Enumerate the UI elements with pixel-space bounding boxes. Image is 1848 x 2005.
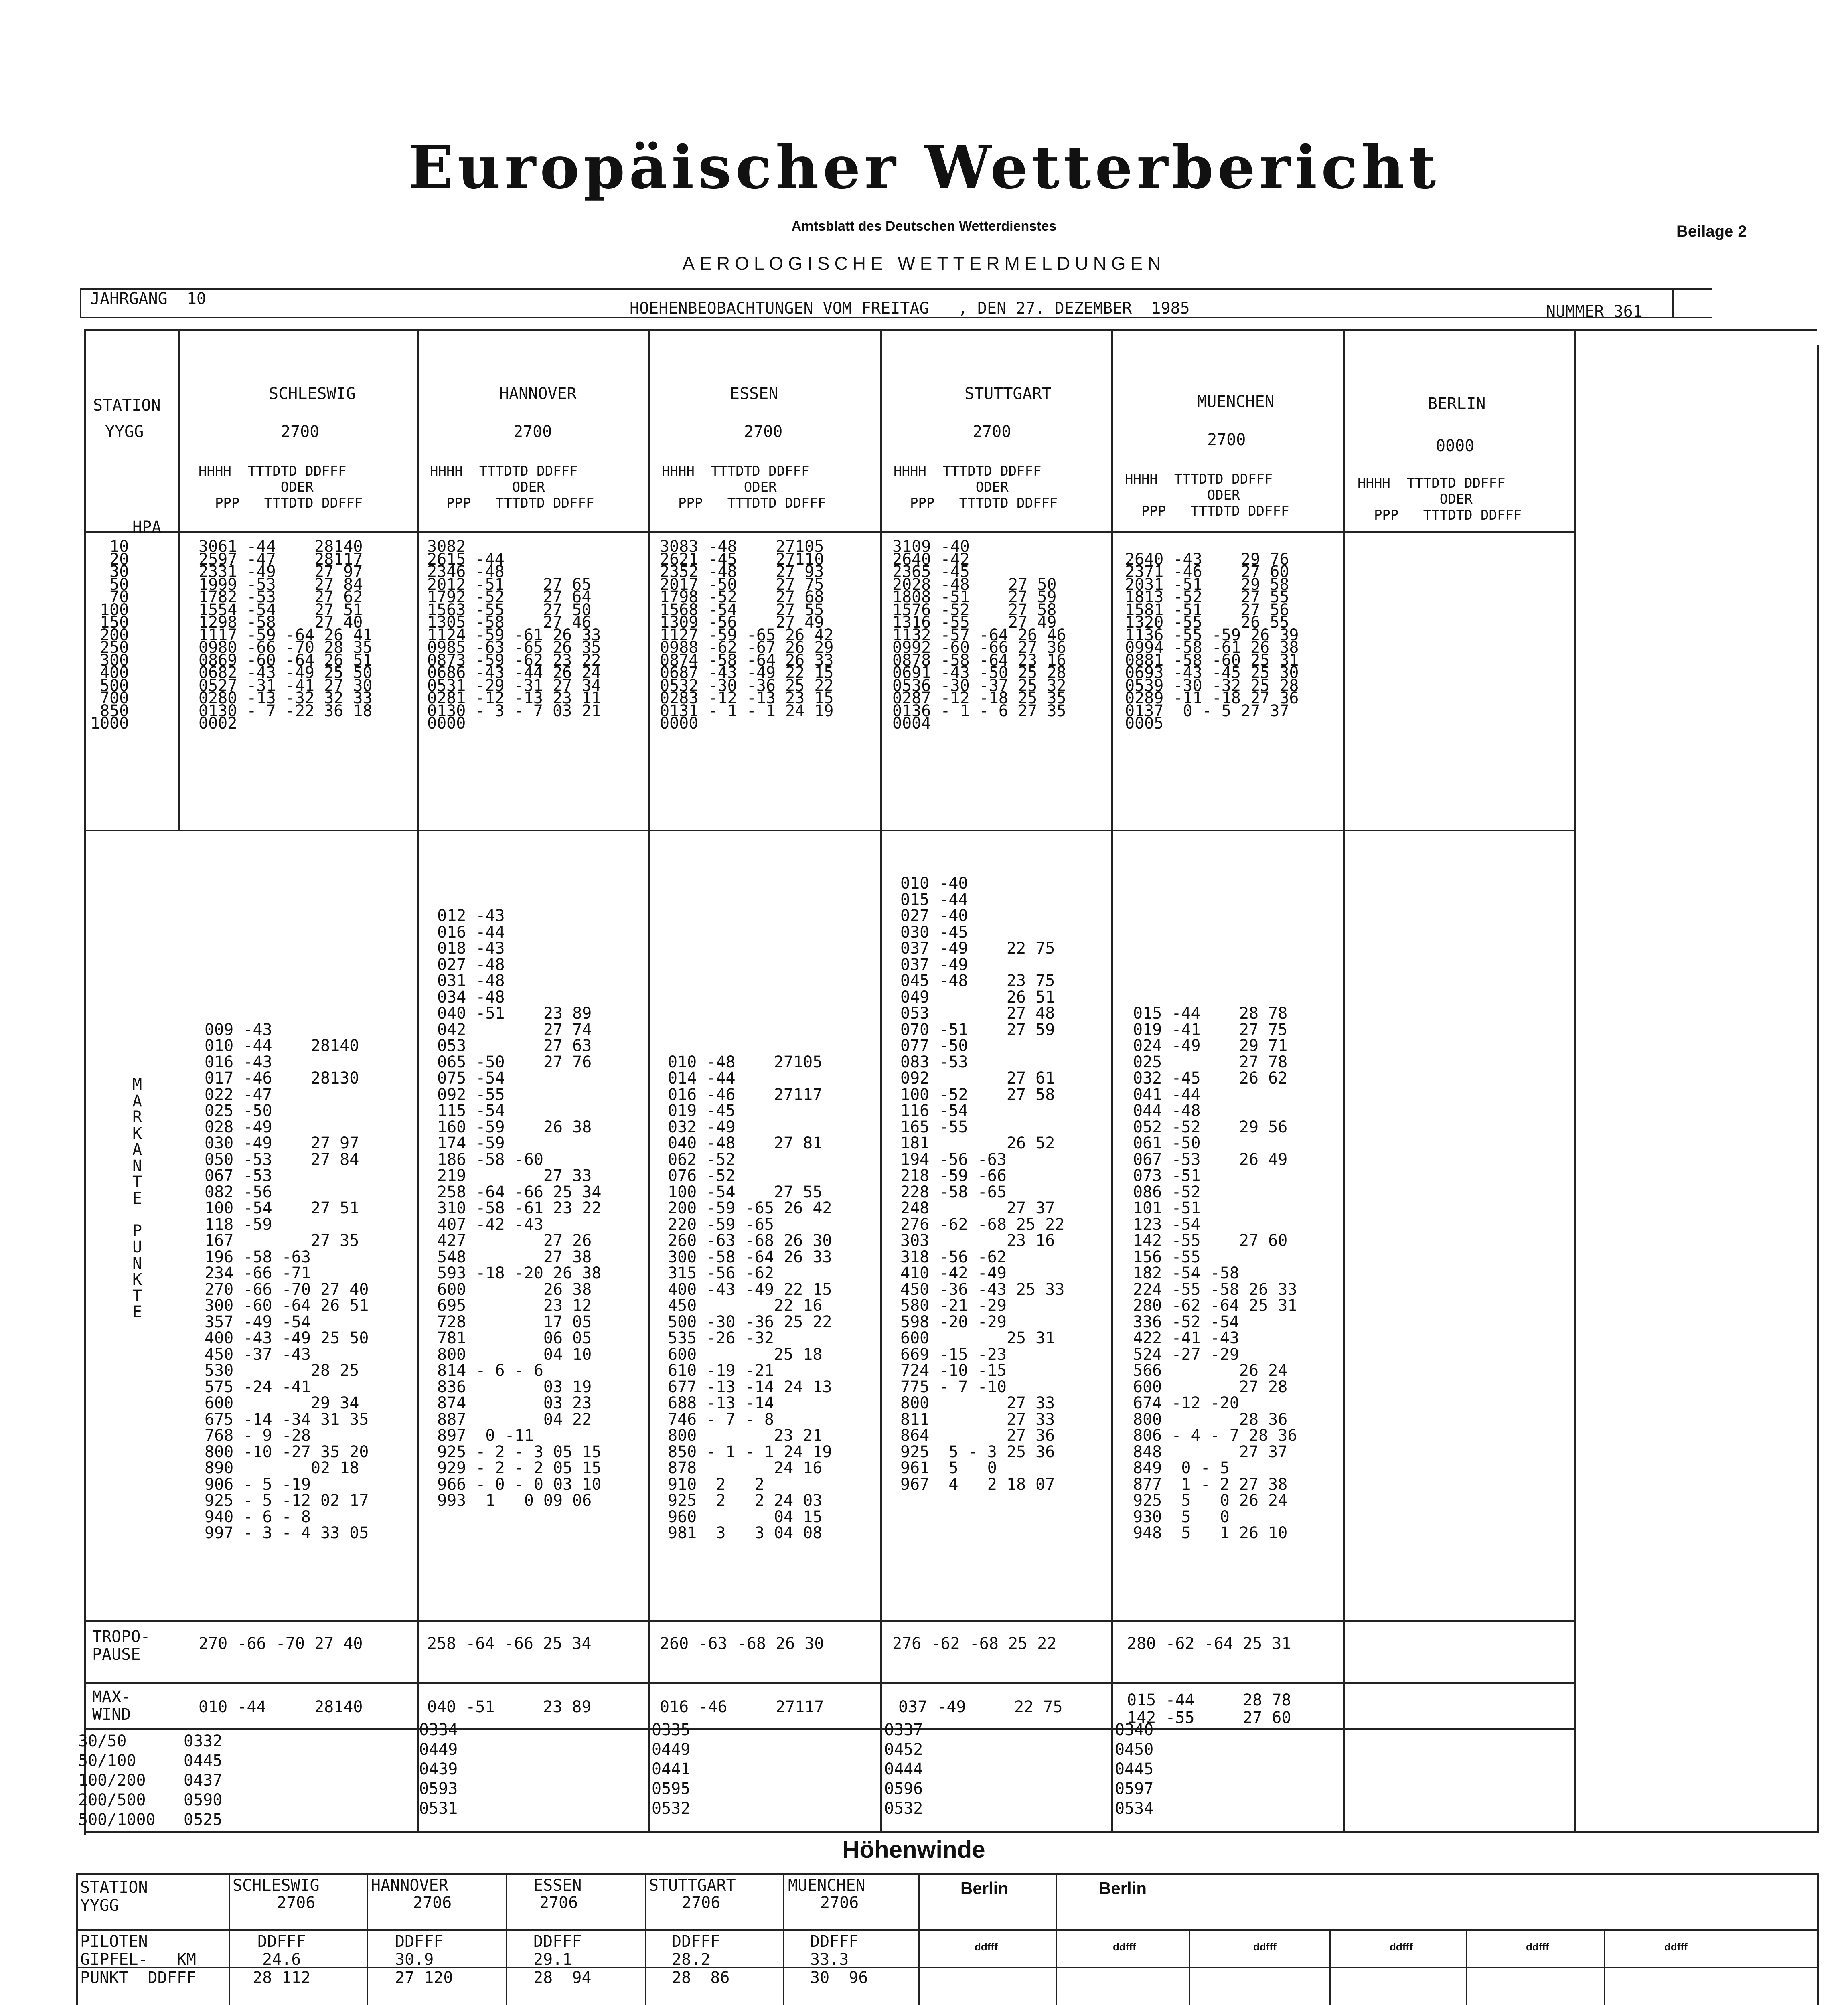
tropopause-values: 280 -62 -64 25 31 — [1127, 1634, 1291, 1653]
winds-station-name: SCHLESWIG — [233, 1876, 320, 1895]
station-name: SCHLESWIG — [269, 385, 356, 403]
ddfff-label: ddfff — [975, 1941, 998, 1953]
tropopause-values: 258 -64 -66 25 34 — [427, 1634, 592, 1653]
maxwind-values: 040 -51 23 89 — [427, 1698, 592, 1716]
column-header: HHHH TTTDTD DDFFF ODER PPP TTTDTD DDFFF — [662, 463, 826, 511]
winds-station-code: 2706 — [413, 1894, 452, 1912]
extra-station-name: Berlin — [1099, 1879, 1147, 1898]
markante-punkte-label: M A R K A N T E P U N K T E — [132, 1075, 142, 1321]
volume-label: JAHRGANG 10 — [90, 290, 206, 308]
layer-values: 0335 0449 0441 0595 0532 — [652, 1721, 691, 1818]
winds-summit: DDFFF 28.2 28 86 — [672, 1932, 730, 1987]
column-header: HHHH TTTDTD DDFFF ODER PPP TTTDTD DDFFF — [1125, 471, 1289, 519]
winds-station-code: 2706 — [277, 1894, 316, 1912]
significant-levels: 009 -43 010 -44 28140 016 -43 017 -46 28130 022 -47 025 -50 028 -49 030 -49 27 97 050 -53 27 84 067 -53 082 -56 100 -54 27 51 118 -59 167 27 35 196 -58 -63 234 -66 -71 270 -66 -70 27 40 300 -60 -64 26 51 357 -49 -54 400 -43 -49 25 50 450 -37 -43 530 28 25 575 -24 -41 600 29 34 675 -14 -34 31 35 768 - 9 -28 800 -10 -27 35 20 890 02 18 906 - 5 -19 925 - 5 -12 02 17 940 - 6 - 8 997 - 3 - 4 33 05 — [205, 1020, 369, 1542]
column-header: HHHH TTTDTD DDFFF ODER PPP TTTDTD DDFFF — [199, 463, 363, 511]
tropopause-values: 260 -63 -68 26 30 — [660, 1634, 824, 1653]
layer-values: 0334 0449 0439 0593 0531 — [419, 1721, 458, 1818]
report-date: HOEHENBEOBACHTUNGEN VOM FREITAG , DEN 27. DEZEMBER 1985 — [630, 299, 1190, 318]
station-code: 0000 — [1436, 437, 1475, 455]
standard-levels: 3083 -48 27105 2621 -45 27110 2352 -48 27 93 2017 -50 27 75 1798 -52 27 68 1568 -54 27 55 1309 -56 27 49 1127 -59 -65 26 42 0988 -62 -67 26 29 0874 -58 -64 26 33 0687 -43 -49 22 15 0532 -30 -36 25 22 0283 -12 -13 23 15 0131 - 1 - 1 24 19 0000 — [660, 537, 834, 733]
winds-title: Höhenwinde — [842, 1836, 985, 1863]
station-code: 2700 — [513, 423, 552, 441]
standard-levels: 3109 -40 2640 -42 2365 -45 2028 -48 27 50 1808 -51 27 59 1576 -52 27 58 1316 -55 27 49 1132 -57 -64 26 46 0992 -60 -66 27 36 0878 -58 -64 23 16 0691 -43 -50 25 28 0536 -30 -37 25 32 0287 -12 -18 25 35 0136 - 1 - 6 27 35 0004 — [892, 537, 1066, 733]
hpa-label: HPA — [132, 518, 162, 537]
winds-summit: DDFFF 24.6 28 112 — [253, 1932, 311, 1987]
winds-station-code: 2706 — [539, 1894, 578, 1912]
layer-thickness-labels: 30/50 50/100 100/200 200/500 500/1000 — [78, 1732, 156, 1829]
publisher-subtitle: Amtsblatt des Deutschen Wetterdienstes — [791, 219, 1057, 234]
column-header: HHHH TTTDTD DDFFF ODER PPP TTTDTD DDFFF — [894, 463, 1058, 511]
winds-station-name: MUENCHEN — [788, 1876, 865, 1895]
winds-piloten-label: PILOTEN GIPFEL- KM PUNKT DDFFF — [80, 1932, 196, 1987]
layer-values: 0337 0452 0444 0596 0532 — [884, 1721, 923, 1818]
significant-levels: 010 -40 015 -44 027 -40 030 -45 037 -49 22 75 037 -49 045 -48 23 75 049 26 51 053 27 48 070 -51 27 59 077 -50 083 -53 092 27 61 100 -52 27 58 116 -54 165 -55 181 26 52 194 -56 -63 218 -59 -66 228 -58 -65 248 27 37 276 -62 -68 25 22 303 23 16 318 -56 -62 410 -42 -49 450 -36 -43 25 33 580 -21 -29 598 -20 -29 600 25 31 669 -15 -23 724 -10 -15 775 - 7 -10 800 27 33 811 27 33 864 27 36 925 5 - 3 25 36 961 5 0 967 4 2 18 07 — [900, 874, 1065, 1494]
maxwind-values: 037 -49 22 75 — [898, 1698, 1063, 1716]
ddfff-label: ddfff — [1664, 1941, 1688, 1953]
supplement-label: Beilage 2 — [1676, 223, 1747, 240]
winds-summit: DDFFF 30.9 27 120 — [395, 1932, 453, 1987]
ddfff-label: ddfff — [1113, 1941, 1136, 1953]
maxwind-values: 010 -44 28140 — [199, 1698, 363, 1716]
pressure-levels: 10 20 30 50 70 100 150 200 250 300 400 500 700 850 1000 — [90, 537, 129, 733]
standard-levels: 3061 -44 28140 2597 -47 28117 2331 -49 27 97 1999 -53 27 84 1782 -53 27 62 1554 -54 27 51 1298 -58 27 40 1117 -59 -64 26 41 0980 -66 -70 28 35 0869 -60 -64 26 51 0682 -43 -49 25 50 0527 -31 -41 27 30 0280 -13 -32 32 33 0130 - 7 -22 36 18 0002 — [199, 537, 373, 733]
station-code: 2700 — [1207, 431, 1246, 449]
winds-station-name: STUTTGART — [649, 1876, 736, 1895]
station-label: STATION — [93, 396, 161, 415]
tropopause-values: 270 -66 -70 27 40 — [199, 1634, 363, 1653]
standard-levels: 3082 2615 -44 2346 -48 2012 -51 27 65 1792 -52 27 64 1563 -55 27 50 1305 -58 27 46 1124 -59 -61 26 33 0985 -63 -65 26 35 0873 -59 -62 23 22 0686 -43 -44 26 24 0531 -29 -31 27 34 0281 -12 -13 23 11 0130 - 3 - 7 03 21 0000 — [427, 537, 601, 733]
winds-summit: DDFFF 29.1 28 94 — [533, 1932, 592, 1987]
significant-levels: 010 -48 27105 014 -44 016 -46 27117 019 -45 032 -49 040 -48 27 81 062 -52 076 -52 100 -54 27 55 200 -59 -65 26 42 220 -59 -65 260 -63 -68 26 30 300 -58 -64 26 33 315 -56 -62 400 -43 -49 22 15 450 22 16 500 -30 -36 25 22 535 -26 -32 600 25 18 610 -19 -21 677 -13 -14 24 13 688 -13 -14 746 - 7 - 8 800 23 21 850 - 1 - 1 24 19 878 24 16 910 2 2 925 2 2 24 03 960 04 15 981 3 3 04 08 — [668, 1053, 832, 1542]
extra-station-name: Berlin — [960, 1879, 1009, 1898]
station-code: 2700 — [281, 423, 320, 441]
ddfff-label: ddfff — [1526, 1941, 1549, 1953]
winds-station-code: 2706 — [820, 1894, 859, 1912]
page-title: Europäischer Wetterbericht — [408, 132, 1440, 202]
maxwind-label: MAX- WIND — [92, 1688, 131, 1724]
ddfff-label: ddfff — [1253, 1941, 1277, 1953]
winds-summit: DDFFF 33.3 30 96 — [810, 1932, 868, 1987]
tropopause-label: TROPO- PAUSE — [92, 1628, 150, 1664]
tropopause-values: 276 -62 -68 25 22 — [892, 1634, 1057, 1653]
maxwind-values: 015 -44 28 78 142 -55 27 60 — [1127, 1691, 1291, 1727]
station-name: BERLIN — [1428, 395, 1486, 413]
ddfff-label: ddfff — [1390, 1941, 1413, 1953]
column-header: HHHH TTTDTD DDFFF ODER PPP TTTDTD DDFFF — [430, 463, 594, 511]
station-name: STUTTGART — [965, 385, 1052, 403]
station-name: MUENCHEN — [1197, 393, 1275, 411]
winds-station-code: 2706 — [682, 1894, 721, 1912]
section-title: AEROLOGISCHE WETTERMELDUNGEN — [682, 253, 1166, 274]
significant-levels: 012 -43 016 -44 018 -43 027 -48 031 -48 034 -48 040 -51 23 89 042 27 74 053 27 63 065 -50 27 76 075 -54 092 -55 115 -54 160 -59 26 38 174 -59 186 -58 -60 219 27 33 258 -64 -66 25 34 310 -58 -61 23 22 407 -42 -43 427 27 26 548 27 38 593 -18 -20 26 38 600 26 38 695 23 12 728 17 05 781 06 05 800 04 10 814 - 6 - 6 836 03 19 874 03 23 887 04 22 897 0 -11 925 - 2 - 3 05 15 929 - 2 - 2 05 15 966 - 0 - 0 03 10 993 1 0 09 06 — [437, 907, 602, 1510]
layer-values: 0340 0450 0445 0597 0534 — [1115, 1721, 1154, 1818]
column-header: HHHH TTTDTD DDFFF ODER PPP TTTDTD DDFFF — [1358, 475, 1522, 523]
station-code: 2700 — [973, 423, 1011, 441]
winds-station-name: HANNOVER — [371, 1876, 448, 1895]
yygg-label: YYGG — [105, 423, 144, 441]
issue-number: NUMMER 361 — [1546, 302, 1643, 321]
station-name: ESSEN — [730, 385, 778, 403]
station-name: HANNOVER — [499, 385, 577, 403]
standard-levels: 2640 -43 29 76 2371 -46 27 60 2031 -51 29 58 1813 -52 27 55 1581 -51 27 56 1320 -55 26 55 1136 -55 -59 26 39 0994 -58 -61 26 38 0881 -58 -60 25 31 0693 -43 -45 25 30 0539 -30 -32 25 28 0289 -11 -18 27 36 0137 0 - 5 27 37 0005 — [1125, 550, 1299, 733]
layer-values: 0332 0445 0437 0590 0525 — [184, 1732, 223, 1829]
significant-levels: 015 -44 28 78 019 -41 27 75 024 -49 29 71 025 27 78 032 -45 26 62 041 -44 044 -48 052 -52 29 56 061 -50 067 -53 26 49 073 -51 086 -52 101 -51 123 -54 142 -55 27 60 156 -55 182 -54 -58 224 -55 -58 26 33 280 -62 -64 25 31 336 -52 -54 422 -41 -43 524 -27 -29 566 26 24 600 27 28 674 -12 -20 800 28 36 806 - 4 - 7 28 36 848 27 37 849 0 - 5 877 1 - 2 27 38 925 5 0 26 24 930 5 0 948 5 1 26 10 — [1133, 1004, 1297, 1542]
maxwind-values: 016 -46 27117 — [660, 1698, 824, 1716]
winds-station-name: ESSEN — [533, 1876, 582, 1895]
winds-station-label: STATION YYGG — [80, 1878, 148, 1915]
station-code: 2700 — [744, 423, 783, 441]
